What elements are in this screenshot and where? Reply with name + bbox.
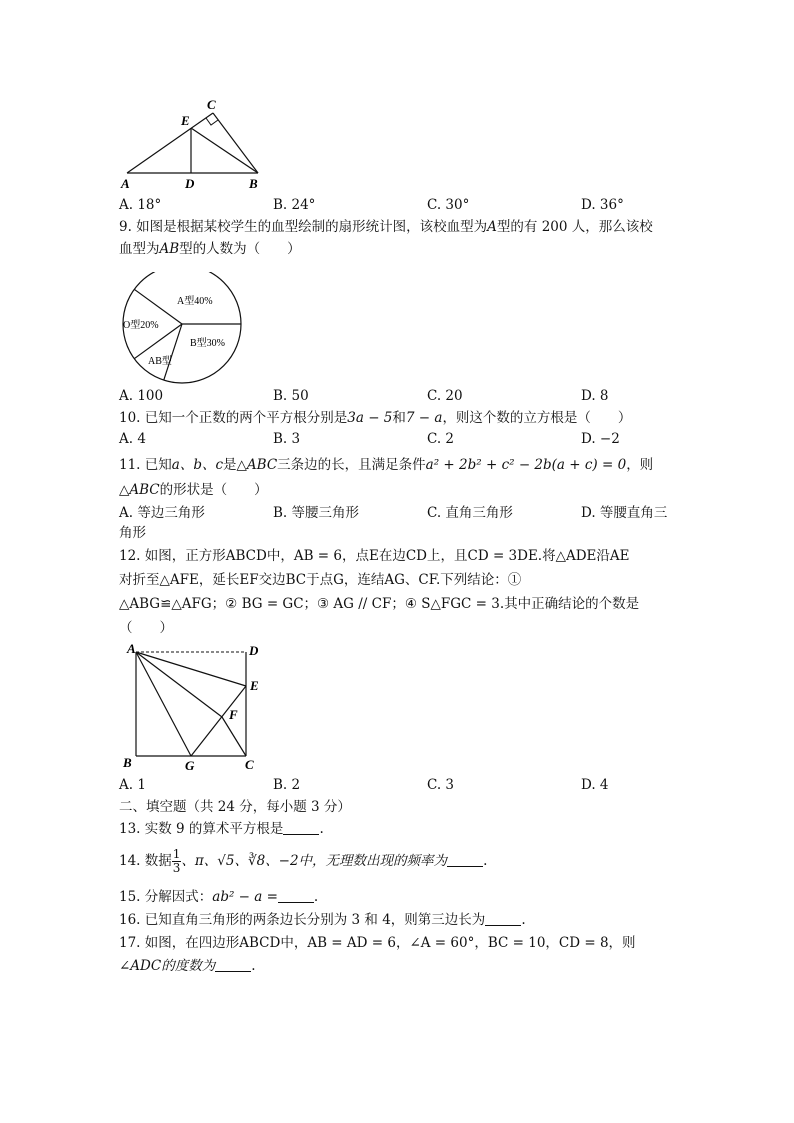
q9-italic-ab: AB (159, 241, 180, 257)
q12-option-c: C. 3 (427, 777, 455, 793)
q10-mid: 和 (392, 410, 406, 426)
q11-line1 (119, 455, 653, 475)
q12-option-a: A. 1 (119, 777, 146, 793)
label-d: D (185, 176, 195, 191)
q13-answer-blank[interactable] (283, 820, 319, 835)
label-d: D (249, 643, 259, 658)
segment-fc (222, 717, 246, 756)
q16-answer-blank[interactable] (485, 911, 521, 926)
q12-option-b: B. 2 (273, 777, 301, 793)
q12-line2: 对折至△AFE，延长EF交边BC于点G，连结AG、CF.下列结论：① (119, 572, 522, 588)
q16-text: 16. 已知直角三角形的两条边长分别为 3 和 4，则第三边长为 (119, 912, 486, 928)
pie-label-ab: AB型 (148, 356, 172, 367)
q11-line2-rest: 的形状是（ ） (159, 482, 268, 498)
q12-line1: 12. 如图，正方形ABCD中，AB = 6，点E在边CD上，且CD = 3DE.将△ADE沿AE (119, 548, 630, 564)
q14-end: . (483, 853, 488, 869)
q9-line1 (119, 217, 653, 237)
q8-option-b: B. 24° (273, 197, 316, 213)
q17-line1: 17. 如图，在四边形ABCD中，AB = AD = 6，∠A = 60°，BC = 10，CD = 8，则 (119, 935, 636, 951)
label-f: F (229, 707, 238, 722)
q11-post: ，则 (626, 457, 654, 473)
q14-line (119, 848, 487, 875)
fraction-numerator: 1 (172, 847, 181, 861)
label-e: E (250, 678, 259, 693)
q10-option-b: B. 3 (273, 431, 301, 447)
q15-answer-blank[interactable] (278, 888, 314, 903)
segment-ae (136, 652, 246, 686)
right-angle-mark (206, 118, 218, 125)
q9-italic-a: A (487, 219, 497, 235)
q14-pre: 14. 数据 (119, 853, 172, 869)
q8-option-d: D. 36° (581, 197, 624, 213)
fraction-denominator: 3 (172, 861, 181, 875)
q11-mid: 是 (223, 457, 237, 473)
q12-line3: △ABG≌△AFG；② BG = GC；③ AG // CF；④ S△FGC = 3.其中正确结论的个数是 (119, 596, 640, 612)
q11-option-c: C. 直角三角形 (427, 505, 513, 521)
label-b: B (123, 755, 132, 770)
q17-line2 (119, 956, 256, 976)
q17-answer-blank[interactable] (215, 957, 251, 972)
q11-option-d-wrap: 角形 (119, 525, 146, 541)
q11-line2 (119, 480, 268, 500)
q11-option-d: D. 等腰直角三 (581, 505, 668, 521)
segment-ag (136, 652, 191, 756)
q10-expr2: 7 − a (405, 410, 443, 426)
q10-option-c: C. 2 (427, 431, 455, 447)
q15-end: . (313, 889, 319, 905)
q10-option-a: A. 4 (119, 431, 146, 447)
pie-label-o: O型20% (123, 320, 159, 331)
q13-line (119, 819, 324, 839)
q14-rest: 、π、√5、∛8、−2中，无理数出现的频率为 (181, 853, 448, 869)
label-c: C (207, 97, 216, 112)
q15-line (119, 887, 318, 907)
triangle-figure-q8 (115, 95, 275, 195)
q11-option-b: B. 等腰三角形 (273, 505, 360, 521)
q14-answer-blank[interactable] (447, 852, 483, 867)
q9-line2 (119, 239, 301, 259)
q16-end: . (521, 912, 526, 928)
segment-eb (191, 128, 258, 173)
q13-text: 13. 实数 9 的算术平方根是 (119, 821, 284, 837)
q17-line2-text: ∠ADC的度数为 (119, 958, 216, 974)
q10-pre: 10. 已知一个正数的两个平方根分别是 (119, 410, 348, 426)
label-a: A (127, 641, 136, 656)
q12-line4: （ ） (119, 620, 173, 636)
q10-expr1: 3a − 5 (347, 410, 393, 426)
q12-option-d: D. 4 (581, 777, 609, 793)
pie-label-b: B型30% (190, 338, 225, 349)
q11-eq: a² + 2b² + c² − 2b(a + c) = 0 (425, 457, 627, 473)
q9-option-d: D. 8 (581, 388, 609, 404)
blood-type-pie-chart (115, 272, 250, 392)
segment-eg (191, 686, 246, 756)
q13-end: . (319, 821, 324, 837)
q11-line2-tri: △ABC (119, 482, 160, 498)
q11-option-a: A. 等边三角形 (119, 505, 205, 521)
section-2-title: 二、填空题（共 24 分，每小题 3 分） (119, 799, 351, 815)
label-c: C (245, 757, 254, 772)
q9-line1-text: 9. 如图是根据某校学生的血型绘制的扇形统计图，该校血型为 (119, 219, 488, 235)
q9-line1-rest: 型的有 200 人，那么该校 (496, 219, 653, 235)
q11-pre: 11. 已知 (119, 457, 172, 473)
label-b: B (249, 176, 258, 191)
fraction-one-third (172, 848, 182, 875)
q9-option-c: C. 20 (427, 388, 463, 404)
q10-post: ，则这个数的立方根是（ ） (442, 410, 632, 426)
q9-line2-pre: 血型为 (119, 241, 160, 257)
q10-line (119, 408, 631, 428)
q9-option-a: A. 100 (119, 388, 164, 404)
q10-option-d: D. −2 (581, 431, 620, 447)
pie-label-a: A型40% (177, 296, 213, 307)
label-e: E (181, 113, 190, 128)
segment-ac (127, 113, 213, 173)
q15-pre: 15. 分解因式： (119, 889, 213, 905)
q11-tri: △ABC (236, 457, 278, 473)
q11-vars: a、b、c (171, 457, 224, 473)
q9-option-b: B. 50 (273, 388, 309, 404)
label-a: A (121, 176, 130, 191)
q17-end: . (251, 958, 256, 974)
q9-line2-rest: 型的人数为（ ） (179, 241, 301, 257)
square-figure-q12 (118, 638, 278, 778)
q16-line (119, 910, 526, 930)
segment-cb (213, 113, 258, 173)
label-g: G (185, 758, 195, 773)
q8-option-c: C. 30° (427, 197, 470, 213)
q15-expr: ab² − a = (212, 889, 278, 905)
segment-af (136, 652, 222, 717)
q8-option-a: A. 18° (119, 197, 162, 213)
q11-mid2: 三条边的长，且满足条件 (277, 457, 426, 473)
